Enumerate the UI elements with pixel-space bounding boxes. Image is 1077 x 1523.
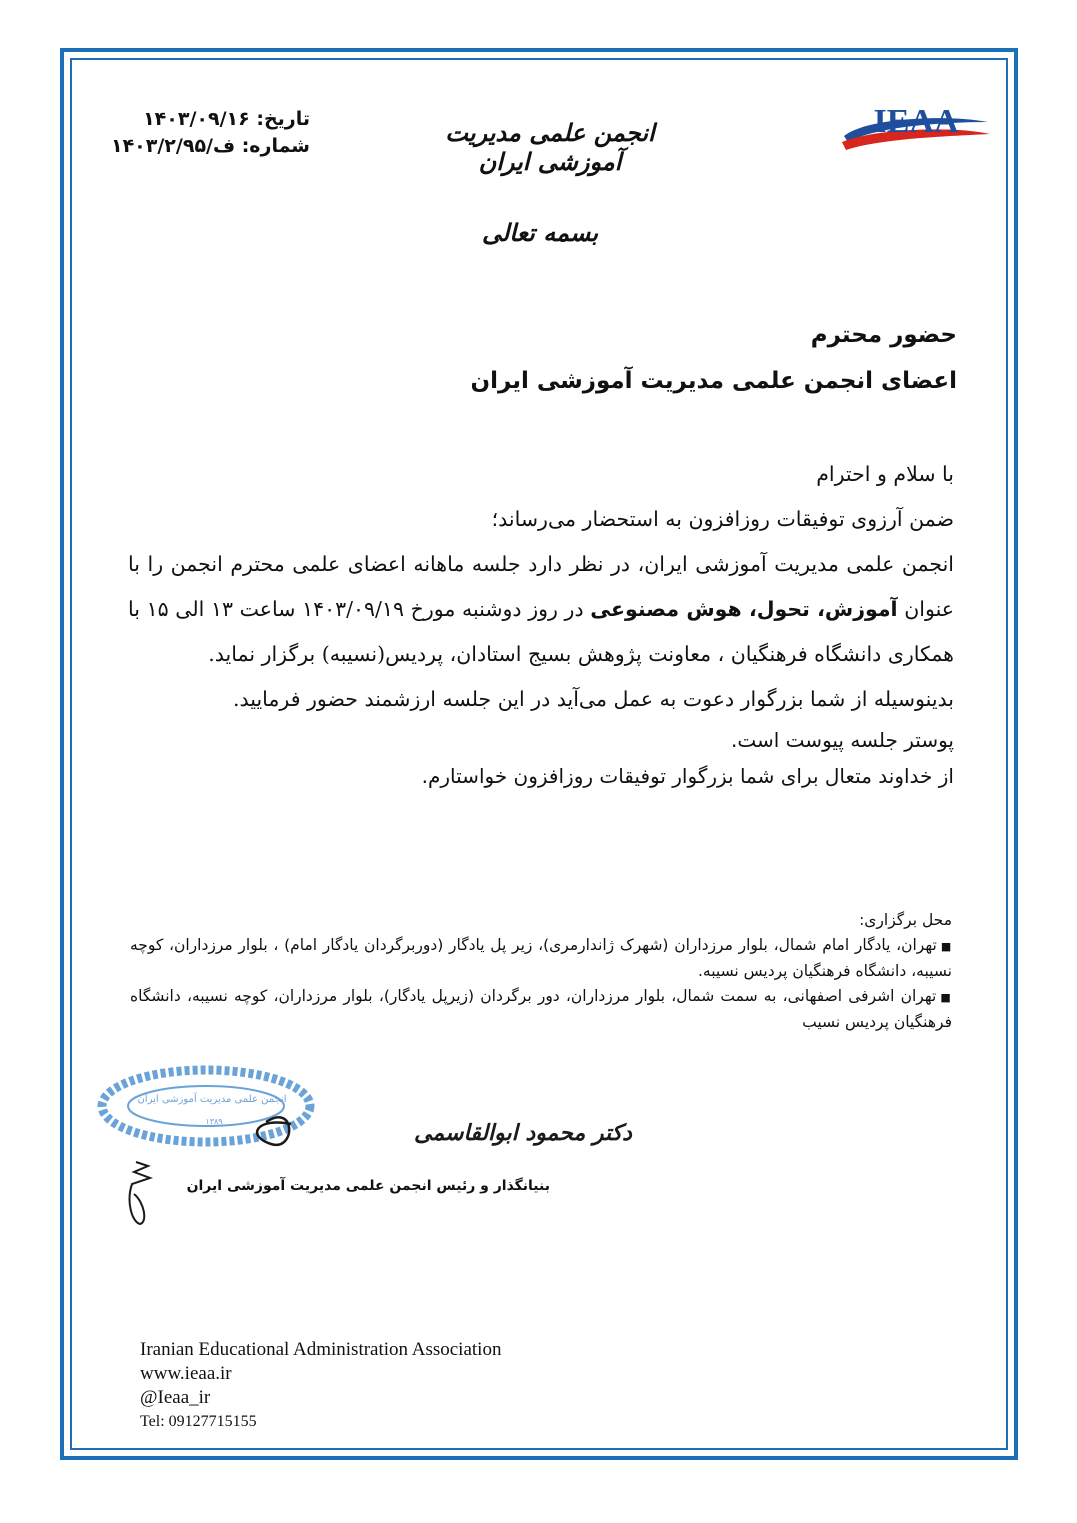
letter-body (128, 452, 954, 794)
ieaa-logo (836, 92, 996, 162)
stamp-text: انجمن علمی مدیریت آموزشی ایران (137, 1094, 287, 1105)
signer-title: بنیانگذار و رئیس انجمن علمی مدیریت آموزشی ایران (186, 1178, 550, 1194)
date-row (90, 106, 310, 133)
bullet-icon: ■ (940, 940, 952, 953)
addressee-line-2: اعضای انجمن علمی مدیریت آموزشی ایران (470, 368, 957, 394)
number-label: شماره: (241, 135, 310, 157)
number-value: ف/۱۴۰۳/۲/۹۵ (110, 135, 236, 157)
main-paragraph (128, 542, 954, 677)
venue-section (130, 908, 952, 1035)
bismillah: بسمه تعالی (481, 218, 599, 247)
association-header: انجمن علمی مدیریت آموزشی ایران (445, 118, 655, 176)
logo-text: IEAA (873, 103, 959, 140)
date-label: تاریخ: (256, 108, 310, 130)
venue-item-1 (130, 933, 952, 984)
addressee (157, 312, 957, 404)
footer-social: @Ieaa_ir (140, 1387, 211, 1408)
invitation-line: بدینوسیله از شما بزرگوار دعوت به عمل می‌آید در این جلسه ارزشمند حضور فرمایید. (232, 687, 954, 711)
date-value: ۱۴۰۳/۰۹/۱۶ (143, 108, 250, 130)
signer-handwritten-name: دکتر محمود ابوالقاسمی (414, 1120, 632, 1146)
main-paragraph-part-2: در روز دوشنبه مورخ ۱۴۰۳/۰۹/۱۹ ساعت ۱۳ الی ۱۵ با همکاری دانشگاه فرهنگیان ، معاونت پژوهش بسیج استادان، پردیس(نسیبه) برگزار نماید. (128, 597, 954, 666)
greeting: با سلام و احترام (816, 462, 954, 486)
footer-website: www.ieaa.ir (140, 1363, 232, 1384)
stamp-year: ۱۳۸۹ (205, 1117, 223, 1126)
poster-line: پوستر جلسه پیوست است. (731, 728, 954, 752)
association-stamp-icon (102, 1070, 310, 1142)
venue-item-2 (130, 984, 952, 1035)
main-paragraph-part-1: انجمن علمی مدیریت آموزشی ایران، در نظر دارد جلسه ماهانه اعضای علمی محترم انجمن را با عنوان (128, 552, 954, 621)
date-number-block (90, 106, 310, 160)
number-row (90, 133, 310, 160)
venue-item-2-text: تهران اشرفی اصفهانی، به سمت شمال، بلوار مرزداران، دور برگردان (زیرپل یادگار)، بلوار مرزداران، کوچه نسیبه، دانشگاه فرهنگیان پردیس نسیب (130, 987, 952, 1031)
venue-title: محل برگزاری: (859, 911, 952, 929)
stamp-and-signature (96, 1062, 632, 1232)
venue-item-1-text: تهران، یادگار امام شمال، بلوار مرزداران (شهرک ژاندارمری)، زیر پل یادگار (دوربرگردان یادگار امام) ، بلوار مرزداران، کوچه نسیبه، دانشگاه فرهنگیان پردیس نسیبه. (130, 936, 952, 980)
footer-contact (140, 1338, 640, 1434)
footer-org-name: Iranian Educational Administration Association (140, 1339, 502, 1360)
session-title: آموزش، تحول، هوش مصنوعی (590, 597, 898, 621)
closing-line: از خداوند متعال برای شما بزرگوار توفیقات روزافزون خواستارم. (421, 764, 954, 788)
handwritten-signature-icon (130, 1162, 150, 1224)
addressee-line-1: حضور محترم (810, 322, 957, 348)
footer-tel: Tel: 09127715155 (140, 1413, 257, 1430)
intro-line: ضمن آرزوی توفیقات روزافزون به استحضار می‌رساند؛ (491, 507, 954, 531)
bullet-icon: ■ (940, 991, 952, 1004)
